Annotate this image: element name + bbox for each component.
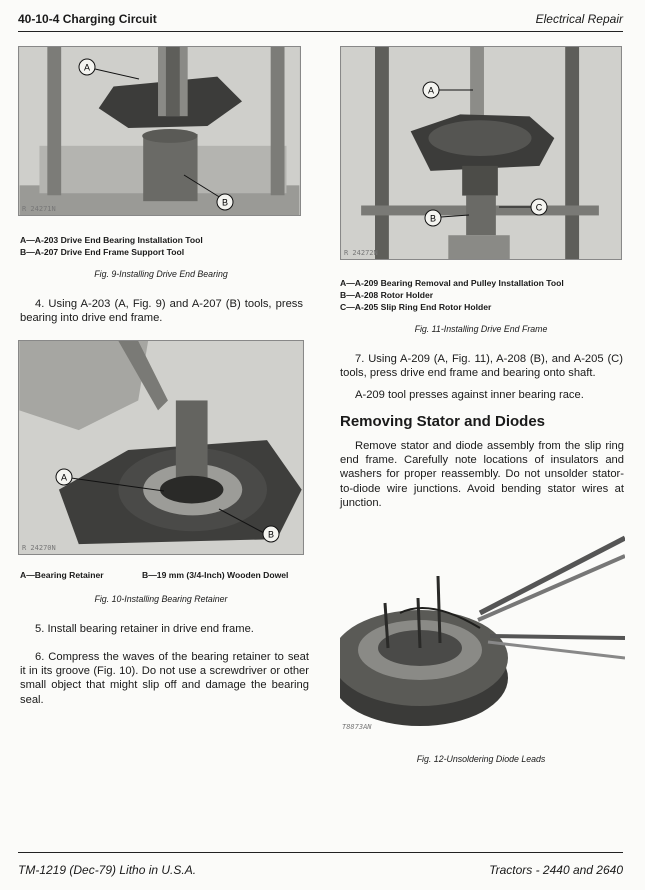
step-5-text: 5. Install bearing retainer in drive end frame. xyxy=(35,623,254,635)
callout-b: B xyxy=(429,213,437,224)
step-7-text: 7. Using A-209 (A, Fig. 11), A-208 (B), and A-205 (C) tools, press drive end frame and bearing onto shaft. xyxy=(340,353,623,380)
figure-11-caption: Fig. 11-Installing Drive End Frame xyxy=(414,324,548,334)
legend-item: C—A-205 Slip Ring End Rotor Holder xyxy=(340,302,492,312)
stator-diode-illustration xyxy=(340,518,625,733)
legend-item: A—A-209 Bearing Removal and Pulley Installation Tool xyxy=(340,278,564,288)
footer-manual-id: TM-1219 (Dec-79) Litho in U.S.A. xyxy=(18,863,197,877)
callout-a: A xyxy=(60,472,68,483)
legend-item: B—A-208 Rotor Holder xyxy=(340,290,434,300)
a209-note: A-209 tool presses against inner bearing race. xyxy=(355,389,584,401)
step-6-text: 6. Compress the waves of the bearing retainer to seat it in its groove (Fig. 10). Do not use a screwdriver or other small object that might slip off and damage the bearing seal. xyxy=(20,651,309,706)
callout-a: A xyxy=(83,62,91,73)
figure-10-legend-a: A—Bearing Retainer xyxy=(20,570,104,580)
figure-9-caption: Fig. 9-Installing Drive End Bearing xyxy=(94,269,228,279)
figure-10-photo-id: R 24270N xyxy=(22,544,56,552)
footer-model: Tractors - 2440 and 2640 xyxy=(489,863,623,877)
figure-10-callouts xyxy=(19,341,304,555)
callout-b: B xyxy=(221,197,229,208)
figure-11-photo-id: R 24272N xyxy=(344,249,378,257)
figure-9-legend xyxy=(20,234,203,258)
figure-12-photo xyxy=(340,518,625,733)
figure-11-callouts xyxy=(341,47,622,260)
figure-11-legend xyxy=(340,277,564,313)
callout-c: C xyxy=(535,202,543,213)
section-body: Remove stator and diode assembly from the slip ring end frame. Carefully note locations of insulators and washers for proper reassembly. Do not unsolder stator-to-diode wire junctions. Avoid bending stator wires at junction. xyxy=(340,440,624,509)
callout-b: B xyxy=(267,529,275,540)
page-header xyxy=(18,10,623,32)
section-heading: Removing Stator and Diodes xyxy=(340,413,546,430)
figure-10-caption: Fig. 10-Installing Bearing Retainer xyxy=(94,594,228,604)
header-section-title: 40-10-4 Charging Circuit xyxy=(18,12,157,26)
figure-9-photo-id: R 24271N xyxy=(22,205,56,213)
figure-11-photo xyxy=(340,46,622,260)
legend-item: A—A-203 Drive End Bearing Installation Tool xyxy=(20,235,203,245)
step-4-text: 4. Using A-203 (A, Fig. 9) and A-207 (B) tools, press bearing into drive end frame. xyxy=(20,298,303,325)
callout-a: A xyxy=(427,85,435,96)
figure-12-caption: Fig. 12-Unsoldering Diode Leads xyxy=(416,754,546,764)
legend-item: B—A-207 Drive End Frame Support Tool xyxy=(20,247,185,257)
page-footer xyxy=(18,852,623,882)
figure-9-callouts xyxy=(19,47,301,216)
figure-10-legend-b: B—19 mm (3/4-Inch) Wooden Dowel xyxy=(142,570,289,580)
figure-9-photo xyxy=(18,46,301,216)
figure-12-photo-id: T8873AN xyxy=(342,723,372,731)
figure-10-photo xyxy=(18,340,304,555)
header-chapter-title: Electrical Repair xyxy=(535,12,623,26)
